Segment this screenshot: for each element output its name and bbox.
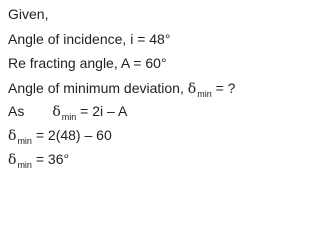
refracting-angle-line: Re fracting angle, A = 60°	[8, 55, 167, 71]
deviation-suffix-text: = ?	[211, 80, 236, 96]
formula-rhs: = 2i – A	[76, 103, 128, 119]
delta-symbol: δ	[52, 104, 61, 120]
delta-symbol: δ	[187, 81, 197, 97]
min-subscript: min	[17, 136, 32, 146]
formula-line	[8, 103, 127, 121]
substitution-line	[8, 127, 112, 145]
given-heading: Given,	[8, 6, 49, 22]
result-line	[8, 151, 69, 169]
delta-symbol: δ	[8, 152, 17, 168]
deviation-prefix-text: Angle of minimum deviation,	[8, 80, 188, 96]
min-subscript: min	[197, 89, 212, 99]
minimum-deviation-question	[8, 80, 235, 98]
min-subscript: min	[17, 160, 32, 170]
substitution-rhs: = 2(48) – 60	[31, 127, 112, 143]
as-word: As	[8, 103, 25, 119]
delta-symbol: δ	[8, 128, 17, 144]
incidence-angle-line: Angle of incidence, i = 48°	[8, 31, 171, 47]
min-subscript: min	[61, 112, 77, 122]
result-rhs: = 36°	[31, 151, 70, 167]
